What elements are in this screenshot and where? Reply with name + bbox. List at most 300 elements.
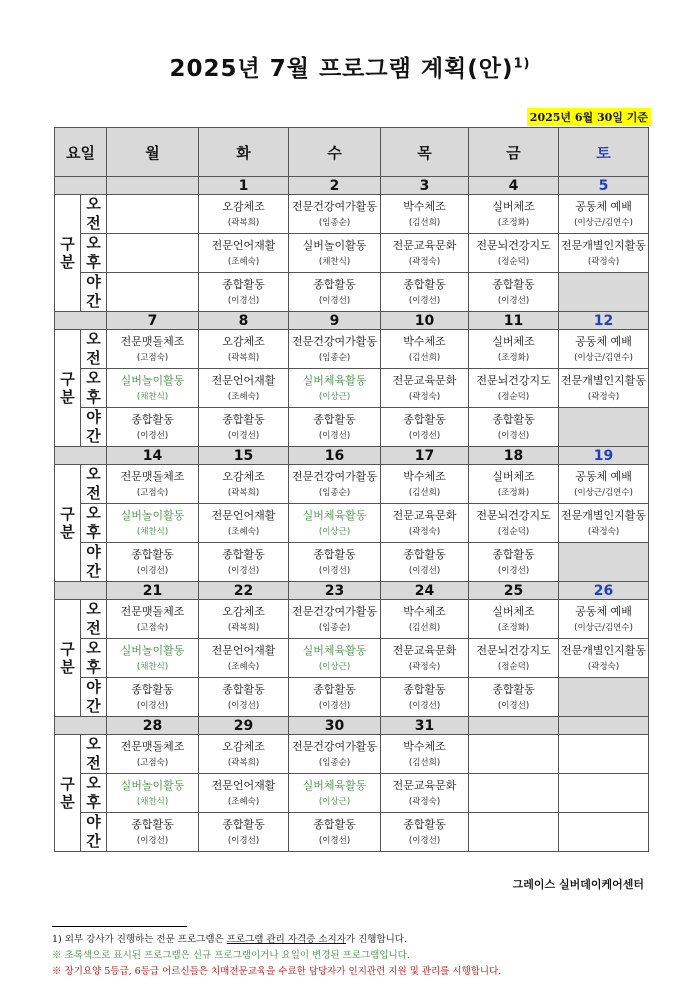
program-cell [381, 600, 469, 639]
program-cell [199, 504, 289, 543]
program-staff: (고점숙) [136, 352, 169, 363]
program-cell [107, 735, 199, 774]
footnote-divider [52, 926, 187, 927]
program-name: 전문언어재활 [211, 373, 276, 387]
program-staff: (조혜숙) [227, 256, 260, 267]
program-cell [559, 813, 649, 852]
date-cell: 15 [199, 447, 289, 465]
slot-row-am [55, 195, 649, 234]
date-cell [107, 177, 199, 195]
program-cell [559, 735, 649, 774]
program-cell [469, 330, 559, 369]
program-name: 공동체 예배 [575, 469, 632, 483]
program-staff: (곽정숙) [587, 256, 620, 267]
program-cell [289, 600, 381, 639]
program-staff: (곽복희) [227, 622, 260, 633]
program-name: 전문교육문화 [392, 238, 457, 252]
program-staff: (이경선) [318, 700, 351, 711]
slot-row-am [55, 330, 649, 369]
program-staff: (조혜숙) [227, 391, 260, 402]
program-name: 종합활동 [403, 412, 446, 426]
program-name: 전문언어재활 [211, 643, 276, 657]
program-staff: (고점숙) [136, 622, 169, 633]
program-name: 종합활동 [313, 682, 356, 696]
time-slot-char: 오 [86, 639, 101, 657]
time-slot-char: 오 [86, 504, 101, 522]
program-cell [289, 369, 381, 408]
program-cell [107, 234, 199, 273]
program-name: 종합활동 [222, 682, 265, 696]
program-name: 실버놀이활동 [120, 778, 185, 792]
program-cell [469, 504, 559, 543]
program-staff: (이경선) [497, 700, 530, 711]
program-name: 전문맷돌체조 [120, 604, 185, 618]
program-name: 실버체조 [492, 604, 535, 618]
program-cell [289, 678, 381, 717]
program-name: 종합활동 [403, 817, 446, 831]
program-name: 종합활동 [131, 412, 174, 426]
weekday-fri: 금 [469, 128, 559, 177]
footnote-new-programs: ※ 초록색으로 표시된 프로그램은 신규 프로그램이거나 요일이 변경된 프로그램입니다. [52, 950, 410, 961]
program-cell [559, 639, 649, 678]
program-cell [289, 774, 381, 813]
footnote-dementia-care: ※ 장기요양 5등급, 6등급 어르신들은 치매전문교육을 수료한 담당자가 인지관련 지원 및 관리를 시행합니다. [52, 966, 502, 977]
program-cell [199, 639, 289, 678]
program-cell [469, 408, 559, 447]
program-name: 공동체 예배 [575, 334, 632, 348]
program-cell [381, 330, 469, 369]
time-slot-char: 후 [86, 523, 101, 541]
time-slot-char: 오 [86, 465, 101, 483]
slot-row-pm [55, 504, 649, 543]
date-cell: 31 [381, 717, 469, 735]
program-cell [469, 678, 559, 717]
program-staff: (이상근/김연수) [574, 352, 633, 363]
program-name: 전문개별인지활동 [561, 508, 647, 522]
program-cell [559, 369, 649, 408]
program-cell [559, 600, 649, 639]
program-cell [469, 465, 559, 504]
time-slot-char: 간 [86, 292, 101, 310]
program-cell [469, 774, 559, 813]
program-staff: (조혜숙) [227, 661, 260, 672]
date-cell: 22 [199, 582, 289, 600]
weekday-tue: 화 [199, 128, 289, 177]
time-slot-label [81, 465, 107, 504]
program-cell [469, 639, 559, 678]
program-cell [289, 735, 381, 774]
slot-row-night [55, 543, 649, 582]
program-name: 전문개별인지활동 [561, 373, 647, 387]
program-name: 종합활동 [403, 682, 446, 696]
program-name: 전문교육문화 [392, 373, 457, 387]
program-cell [559, 234, 649, 273]
program-staff: (이상근/김연수) [574, 487, 633, 498]
program-staff: (이경선) [227, 700, 260, 711]
program-cell [107, 504, 199, 543]
weekday-mon: 월 [107, 128, 199, 177]
program-staff: (이경선) [227, 835, 260, 846]
time-slot-char: 간 [86, 562, 101, 580]
date-cell: 12 [559, 312, 649, 330]
program-name: 실버체조 [492, 199, 535, 213]
program-name: 전문건강여가활동 [292, 604, 378, 618]
program-staff: (이경선) [318, 565, 351, 576]
program-name: 전문교육문화 [392, 508, 457, 522]
program-cell [107, 639, 199, 678]
program-name: 공동체 예배 [575, 199, 632, 213]
program-cell [381, 234, 469, 273]
program-staff: (이경선) [318, 835, 351, 846]
program-cell [559, 465, 649, 504]
time-slot-char: 오 [86, 600, 101, 618]
program-cell [559, 504, 649, 543]
slot-row-night [55, 273, 649, 312]
program-name: 오감체조 [222, 334, 265, 348]
time-slot-char: 야 [86, 678, 101, 696]
program-name: 오감체조 [222, 469, 265, 483]
program-name: 종합활동 [492, 547, 535, 561]
date-row [55, 177, 649, 195]
program-staff: (곽정숙) [408, 391, 441, 402]
program-name: 종합활동 [313, 547, 356, 561]
program-name: 종합활동 [222, 817, 265, 831]
program-cell [559, 330, 649, 369]
program-staff: (곽복희) [227, 352, 260, 363]
program-cell [199, 195, 289, 234]
date-row-spacer [55, 582, 107, 600]
program-cell [199, 543, 289, 582]
date-cell: 25 [469, 582, 559, 600]
page-title: 2025년 7월 프로그램 계획(안)$^{1)}$ [169, 56, 531, 82]
date-row [55, 447, 649, 465]
time-slot-char: 전 [86, 754, 101, 772]
time-slot-char: 오 [86, 369, 101, 387]
program-name: 종합활동 [313, 817, 356, 831]
program-staff: (이경선) [136, 835, 169, 846]
date-row-spacer [55, 177, 107, 195]
program-staff: (임종순) [318, 757, 351, 768]
program-name: 실버놀이활동 [302, 238, 367, 252]
time-slot-label [81, 813, 107, 852]
date-cell: 28 [107, 717, 199, 735]
program-name: 실버체조 [492, 469, 535, 483]
program-cell [107, 600, 199, 639]
program-staff: (이경선) [408, 565, 441, 576]
slot-row-pm [55, 369, 649, 408]
program-name: 종합활동 [131, 682, 174, 696]
date-cell [469, 717, 559, 735]
time-slot-char: 오 [86, 735, 101, 753]
time-slot-label [81, 504, 107, 543]
date-cell: 21 [107, 582, 199, 600]
slot-row-am [55, 735, 649, 774]
date-cell [559, 717, 649, 735]
slot-row-night [55, 408, 649, 447]
program-staff: (곽복희) [227, 487, 260, 498]
footnote-1: 1) 외부 강사가 진행하는 전문 프로그램은 프로그램 관리 자격증 소지자가 진행합니다. [52, 934, 407, 945]
program-name: 전문건강여가활동 [292, 739, 378, 753]
program-staff: (곽정숙) [408, 526, 441, 537]
program-staff: (김선희) [408, 757, 441, 768]
program-staff: (이경선) [497, 295, 530, 306]
program-staff: (정순덕) [497, 526, 530, 537]
program-name: 박수체조 [403, 469, 446, 483]
program-staff: (임종순) [318, 622, 351, 633]
center-name: 그레이스 실버데이케어센터 [512, 878, 644, 891]
program-cell [199, 600, 289, 639]
program-staff: (이경선) [318, 430, 351, 441]
time-slot-label [81, 735, 107, 774]
program-cell [381, 465, 469, 504]
time-slot-label [81, 195, 107, 234]
slot-row-pm [55, 639, 649, 678]
program-staff: (이경선) [408, 835, 441, 846]
program-name: 실버체육활동 [302, 373, 367, 387]
program-cell [107, 465, 199, 504]
program-cell [199, 234, 289, 273]
time-slot-label [81, 234, 107, 273]
program-staff: (곽정숙) [408, 661, 441, 672]
date-cell: 16 [289, 447, 381, 465]
date-row [55, 582, 649, 600]
date-row [55, 717, 649, 735]
program-cell [559, 408, 649, 447]
date-cell: 8 [199, 312, 289, 330]
date-cell: 14 [107, 447, 199, 465]
program-staff: (정순덕) [497, 391, 530, 402]
program-cell [107, 774, 199, 813]
program-cell [107, 543, 199, 582]
program-name: 실버놀이활동 [120, 373, 185, 387]
gubun-label [55, 735, 81, 852]
weekday-sat: 토 [559, 128, 649, 177]
program-cell [469, 543, 559, 582]
date-row [55, 312, 649, 330]
time-slot-char: 야 [86, 813, 101, 831]
program-cell [289, 330, 381, 369]
gubun-char: 분 [60, 658, 75, 676]
slot-row-am [55, 600, 649, 639]
time-slot-char: 야 [86, 543, 101, 561]
date-cell: 23 [289, 582, 381, 600]
time-slot-char: 전 [86, 214, 101, 232]
time-slot-char: 전 [86, 484, 101, 502]
gubun-char: 구 [60, 370, 75, 388]
program-cell [289, 504, 381, 543]
program-staff: (이상근/김연수) [574, 622, 633, 633]
program-staff: (이경선) [136, 700, 169, 711]
program-staff: (채찬식) [136, 391, 169, 402]
slot-row-night [55, 678, 649, 717]
program-cell [289, 234, 381, 273]
program-cell [199, 330, 289, 369]
program-name: 전문교육문화 [392, 643, 457, 657]
gubun-char: 분 [60, 388, 75, 406]
program-staff: (김선희) [408, 622, 441, 633]
program-staff: (이상근/김연수) [574, 217, 633, 228]
program-name: 전문맷돌체조 [120, 469, 185, 483]
program-staff: (이상근) [318, 661, 351, 672]
program-staff: (이경선) [136, 430, 169, 441]
program-cell [107, 369, 199, 408]
program-name: 박수체조 [403, 604, 446, 618]
program-staff: (이경선) [408, 700, 441, 711]
program-cell [469, 369, 559, 408]
program-name: 전문언어재활 [211, 238, 276, 252]
program-staff: (채찬식) [136, 661, 169, 672]
program-cell [381, 369, 469, 408]
program-cell [559, 774, 649, 813]
date-row-spacer [55, 447, 107, 465]
program-cell [199, 369, 289, 408]
program-name: 종합활동 [492, 412, 535, 426]
program-name: 오감체조 [222, 739, 265, 753]
program-staff: (김선희) [408, 487, 441, 498]
date-cell: 1 [199, 177, 289, 195]
gubun-label [55, 195, 81, 312]
gubun-char: 분 [60, 523, 75, 541]
program-name: 공동체 예배 [575, 604, 632, 618]
date-cell: 7 [107, 312, 199, 330]
time-slot-label [81, 369, 107, 408]
as-of-date: 2025년 6월 30일 기준 [527, 108, 651, 126]
program-cell [289, 273, 381, 312]
program-cell [469, 735, 559, 774]
program-cell [107, 813, 199, 852]
date-cell: 11 [469, 312, 559, 330]
program-staff: (이경선) [227, 430, 260, 441]
program-staff: (이상근) [318, 391, 351, 402]
program-name: 전문건강여가활동 [292, 199, 378, 213]
program-name: 실버체육활동 [302, 508, 367, 522]
program-name: 박수체조 [403, 334, 446, 348]
date-cell: 3 [381, 177, 469, 195]
program-cell [381, 195, 469, 234]
time-slot-char: 후 [86, 253, 101, 271]
program-staff: (이경선) [408, 430, 441, 441]
program-cell [199, 813, 289, 852]
program-name: 전문언어재활 [211, 508, 276, 522]
program-staff: (임종순) [318, 487, 351, 498]
time-slot-label [81, 678, 107, 717]
gubun-char: 구 [60, 775, 75, 793]
program-name: 전문개별인지활동 [561, 238, 647, 252]
program-name: 종합활동 [403, 547, 446, 561]
program-staff: (조혜숙) [227, 796, 260, 807]
time-slot-char: 간 [86, 832, 101, 850]
program-cell [469, 273, 559, 312]
program-cell [559, 678, 649, 717]
program-staff: (이상근) [318, 796, 351, 807]
time-slot-char: 간 [86, 427, 101, 445]
date-cell: 5 [559, 177, 649, 195]
time-slot-char: 오 [86, 234, 101, 252]
program-staff: (정순덕) [497, 661, 530, 672]
program-staff: (채찬식) [318, 256, 351, 267]
date-cell: 24 [381, 582, 469, 600]
program-staff: (조정화) [497, 217, 530, 228]
program-cell [107, 408, 199, 447]
time-slot-char: 야 [86, 408, 101, 426]
program-cell [289, 813, 381, 852]
program-cell [107, 195, 199, 234]
program-staff: (김선희) [408, 217, 441, 228]
program-name: 전문뇌건강지도 [476, 238, 551, 252]
program-cell [289, 639, 381, 678]
date-cell: 9 [289, 312, 381, 330]
program-cell [469, 600, 559, 639]
program-cell [199, 678, 289, 717]
program-name: 종합활동 [222, 277, 265, 291]
program-staff: (이경선) [227, 565, 260, 576]
time-slot-char: 오 [86, 774, 101, 792]
program-cell [381, 273, 469, 312]
program-name: 오감체조 [222, 604, 265, 618]
program-staff: (곽정숙) [408, 256, 441, 267]
program-name: 전문건강여가활동 [292, 334, 378, 348]
program-staff: (곽복희) [227, 217, 260, 228]
program-cell [289, 543, 381, 582]
gubun-char: 분 [60, 793, 75, 811]
program-staff: (조정화) [497, 352, 530, 363]
program-cell [381, 504, 469, 543]
program-name: 종합활동 [492, 682, 535, 696]
program-staff: (이경선) [408, 295, 441, 306]
program-staff: (이상근) [318, 526, 351, 537]
program-cell [381, 813, 469, 852]
program-cell [559, 543, 649, 582]
date-cell: 2 [289, 177, 381, 195]
program-staff: (정순덕) [497, 256, 530, 267]
program-cell [107, 330, 199, 369]
time-slot-label [81, 273, 107, 312]
program-cell [289, 408, 381, 447]
program-staff: (조혜숙) [227, 526, 260, 537]
program-cell [199, 774, 289, 813]
time-slot-char: 후 [86, 658, 101, 676]
time-slot-char: 오 [86, 195, 101, 213]
time-slot-label [81, 330, 107, 369]
program-staff: (고점숙) [136, 487, 169, 498]
date-cell: 29 [199, 717, 289, 735]
program-staff: (이경선) [136, 565, 169, 576]
program-staff: (이경선) [227, 295, 260, 306]
program-cell [381, 678, 469, 717]
program-name: 실버놀이활동 [120, 508, 185, 522]
schedule-body [55, 177, 649, 852]
program-staff: (곽정숙) [587, 661, 620, 672]
weekday-header-label: 요일 [55, 128, 107, 177]
date-cell: 30 [289, 717, 381, 735]
schedule-table [54, 127, 649, 852]
program-name: 전문언어재활 [211, 778, 276, 792]
program-name: 종합활동 [131, 817, 174, 831]
program-cell [199, 408, 289, 447]
program-name: 종합활동 [492, 277, 535, 291]
time-slot-label [81, 600, 107, 639]
program-name: 전문건강여가활동 [292, 469, 378, 483]
program-cell [107, 678, 199, 717]
program-name: 전문교육문화 [392, 778, 457, 792]
program-cell [199, 273, 289, 312]
program-staff: (이경선) [497, 565, 530, 576]
program-staff: (곽복희) [227, 757, 260, 768]
program-name: 실버체육활동 [302, 778, 367, 792]
program-name: 전문뇌건강지도 [476, 508, 551, 522]
time-slot-char: 야 [86, 273, 101, 291]
time-slot-char: 후 [86, 388, 101, 406]
